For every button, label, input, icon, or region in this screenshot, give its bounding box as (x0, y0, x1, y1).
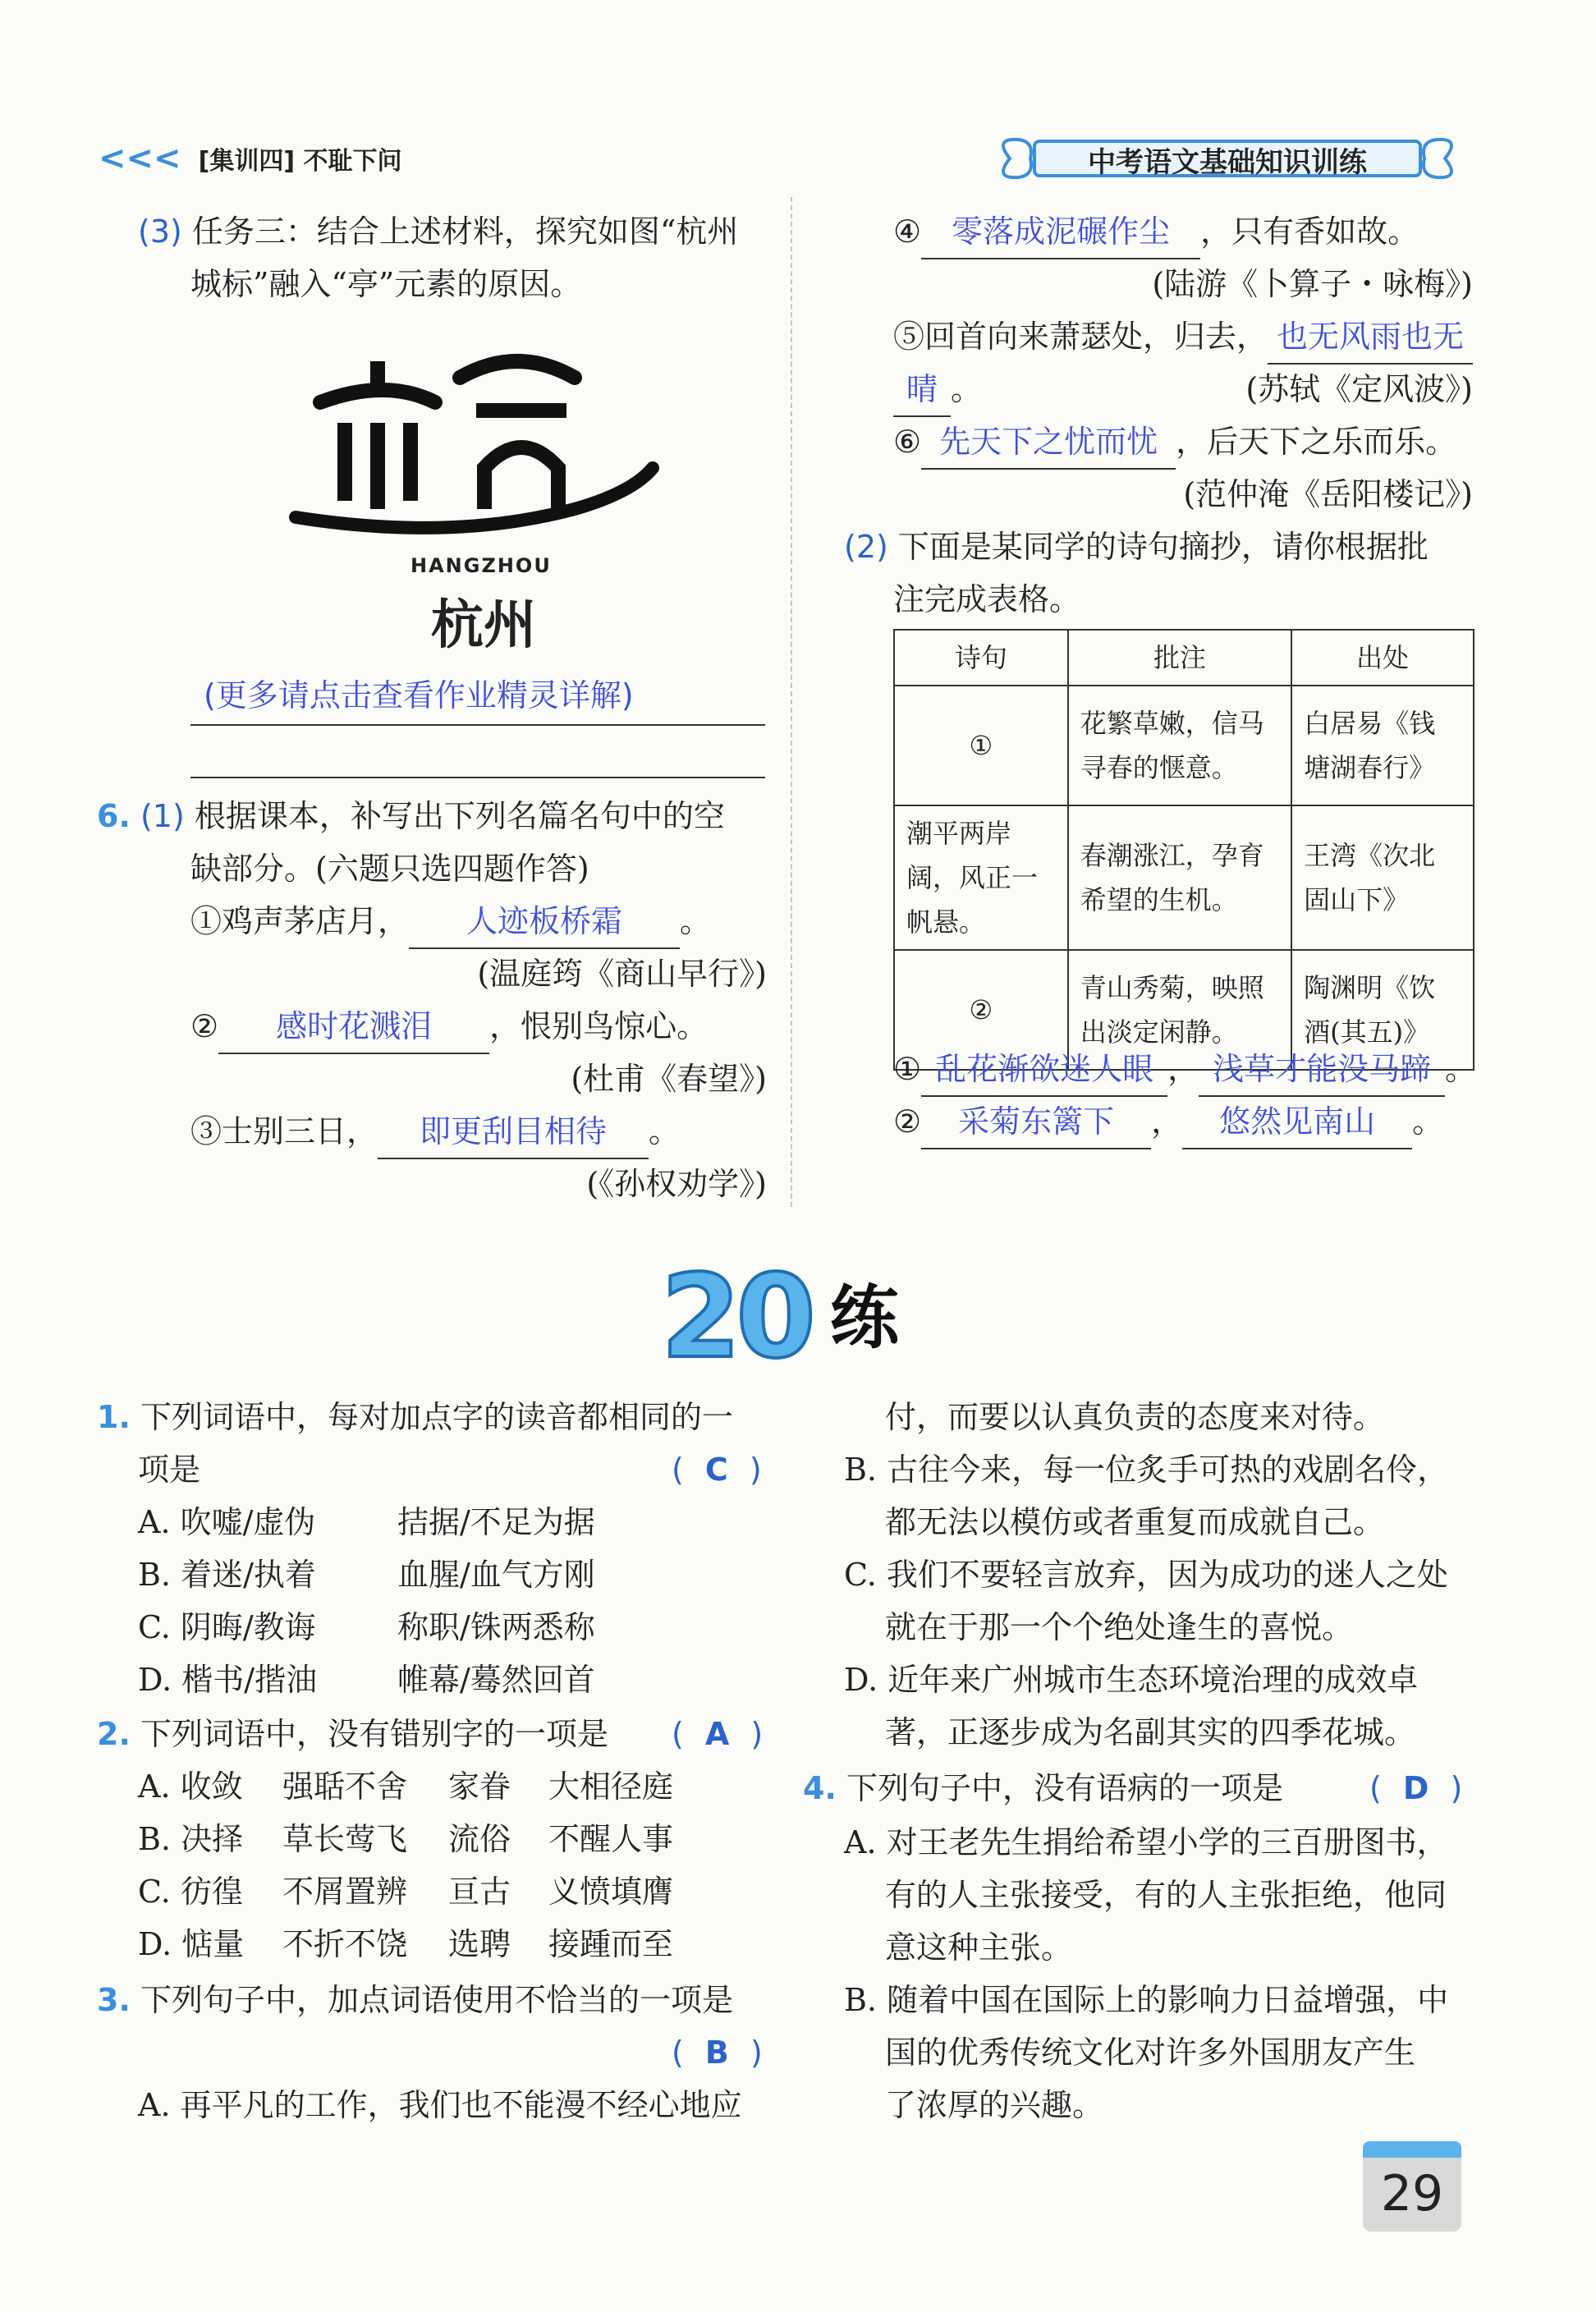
poem-item-1-pre: ①鸡声茅店月， (190, 903, 410, 939)
q2-option-b-4: 不醒人事 (548, 1821, 674, 1857)
table-header-cell: 出处 (1291, 630, 1474, 686)
q3-option-d-line2: 著，正逐步成为名副其实的四季花城。 (885, 1714, 1416, 1750)
poem-item-6-pre: ⑥ (893, 424, 922, 460)
table-cell: 花繁草嫩，信马寻春的惬意。 (1068, 686, 1291, 805)
poem-item-3-answer: 即更刮目相待 (378, 1105, 649, 1159)
q3-number: (3) (138, 213, 182, 250)
page-tab-stripe (1363, 2141, 1461, 2158)
q4-answer: D (1402, 1770, 1429, 1806)
q2-answer: A (704, 1716, 730, 1752)
q1-option-b (138, 1548, 595, 1601)
q3-option-b-line1: B. 古往今来，每一位炙手可热的戏剧名伶， (844, 1452, 1449, 1488)
table-answer-2-post: 。 (1412, 1103, 1444, 1140)
q2-option-c-4: 义愤填膺 (548, 1874, 674, 1910)
section-label: 练 (829, 1278, 899, 1358)
table-header-row (894, 630, 1474, 686)
q2-option-c-3: 亘古 (448, 1874, 511, 1910)
q2-option-a-4: 大相径庭 (548, 1768, 674, 1805)
q4-number: 4. (803, 1770, 837, 1806)
q2-option-d-4: 接踵而至 (548, 1926, 674, 1962)
q4-option-b-line3: 了浓厚的兴趣。 (885, 2087, 1104, 2123)
q2-stem (97, 1708, 608, 1760)
table-cell: 春潮涨江，孕育希望的生机。 (1068, 805, 1291, 950)
poem-item-1-source: (温庭筠《商山早行》) (477, 956, 767, 992)
q2-option-c-2: 不屑置辨 (282, 1874, 408, 1910)
q1-option-d-2: 帷幕/蓦然回首 (397, 1662, 595, 1698)
q1-line1 (97, 1391, 733, 1443)
q1-answer-bracket: ( C ) (672, 1452, 762, 1488)
q3-text-1: 任务三：结合上述材料，探究如图“杭州 (191, 213, 739, 250)
poem-item-2 (190, 1000, 708, 1054)
column-divider (791, 197, 792, 1207)
q3-option-c-line1: C. 我们不要轻言放弃，因为成功的迷人之处 (844, 1557, 1448, 1593)
q3-option-a-cont: 付，而要以认真负责的态度来对待。 (885, 1399, 1385, 1435)
q2-option-d-2: 不折不饶 (282, 1926, 408, 1962)
q6-line2: 缺部分。(六题只选四题作答) (190, 851, 589, 887)
q3-answer: B (704, 2034, 729, 2071)
q4-option-b-line1: B. 随着中国在国际上的影响力日益增强，中 (844, 1982, 1449, 2018)
table-row (894, 686, 1474, 805)
q6-line1 (97, 790, 725, 842)
q6-text-1: 根据课本，补写出下列名篇名句中的空 (194, 798, 725, 834)
q1-option-b-1: B. 着迷/执着 (138, 1557, 316, 1593)
poem-item-1 (190, 895, 711, 949)
table-row (894, 805, 1474, 950)
header-section-label: [集训四] 不耻下问 (198, 147, 402, 176)
table-cell: 王湾《次北固山下》 (1291, 805, 1474, 950)
q3-task-line2: 城标”融入“亭”元素的原因。 (190, 266, 582, 302)
section-title (661, 1250, 899, 1384)
table-answer-2-sep: ， (1151, 1103, 1183, 1140)
q6-2-line2: 注完成表格。 (893, 581, 1081, 617)
table-header-cell: 诗句 (894, 630, 1068, 686)
table-cell: ② (894, 950, 1068, 1070)
q3-task-line1 (138, 205, 738, 258)
table-cell: 白居易《钱塘湖春行》 (1291, 686, 1474, 805)
q1-option-c (138, 1601, 595, 1654)
q1-option-d (138, 1654, 595, 1706)
hangzhou-logo (287, 345, 673, 665)
q3b-number: 3. (97, 1982, 131, 2018)
table-header-cell: 批注 (1068, 630, 1291, 686)
poem-item-4-answer: 零落成泥碾作尘 (921, 205, 1200, 259)
q2-text: 下列词语中，没有错别字的一项是 (140, 1716, 608, 1752)
poem-item-2-pre: ② (190, 1008, 219, 1044)
q1-number: 1. (97, 1399, 131, 1435)
q6-2-line1 (844, 521, 1429, 573)
q3-stem (97, 1974, 733, 2026)
table-cell: ① (894, 686, 1068, 805)
answer-line-2 (190, 777, 765, 778)
q6-number: 6. (97, 798, 131, 834)
q6-2-number: (2) (844, 529, 888, 565)
poem-item-1-answer: 人迹板桥霜 (409, 895, 680, 949)
poem-item-3-source: (《孙权劝学》) (586, 1166, 767, 1202)
poem-item-1-post: 。 (680, 903, 712, 939)
q4-option-a-line1: A. 对王老先生捐给希望小学的三百册图书， (844, 1824, 1448, 1860)
q1-line2: 项是 (138, 1452, 201, 1488)
q6-2-text-1: 下面是某同学的诗句摘抄，请你根据批 (897, 529, 1429, 565)
header-left (99, 140, 402, 181)
q2-option-d-3: 选聘 (448, 1926, 511, 1962)
poem-item-4-source: (陆游《卜算子・咏梅》) (1152, 266, 1473, 302)
answer-line-1 (190, 724, 765, 726)
hangzhou-city-emblem-icon (287, 345, 673, 558)
table-cell: 陶渊明《饮酒(其五)》 (1291, 950, 1474, 1070)
poem-item-5-line2 (893, 363, 982, 417)
q2-number: 2. (97, 1716, 131, 1752)
q2-option-b-1: B. 决择 (138, 1821, 244, 1857)
poem-annotation-table (893, 629, 1474, 1071)
poem-item-5-line1 (893, 310, 1473, 365)
poem-item-6 (893, 415, 1456, 470)
poem-item-4-post: ，只有香如故。 (1200, 213, 1419, 250)
header-book-title: 中考语文基础知识训练 (1088, 146, 1367, 179)
poem-item-2-source: (杜甫《春望》) (571, 1061, 767, 1097)
poem-item-6-post: ，后天下之乐而乐。 (1176, 424, 1457, 460)
q3-option-b-line2: 都无法以模仿或者重复而成就自己。 (885, 1504, 1385, 1540)
table-answer-1-part-1: 乱花渐欲迷人眼 (921, 1043, 1167, 1097)
q2-option-a-1: A. 收敛 (138, 1768, 243, 1805)
q3-option-a: A. 再平凡的工作，我们也不能漫不经心地应 (138, 2087, 742, 2123)
poem-item-2-post: ，恨别鸟惊心。 (489, 1008, 709, 1044)
logo-english-text: HANGZHOU (410, 554, 552, 577)
poem-item-6-source: (范仲淹《岳阳楼记》) (1183, 476, 1473, 512)
q4-option-a-line3: 意这种主张。 (885, 1929, 1073, 1966)
poem-item-5-answer-2: 晴 (893, 363, 951, 417)
q2-answer-bracket: ( A ) (672, 1716, 764, 1752)
poem-item-5-source: (苏轼《定风波》) (1245, 371, 1473, 407)
q1-option-b-2: 血腥/血气方刚 (397, 1557, 595, 1593)
q3b-text: 下列句子中，加点词语使用不恰当的一项是 (140, 1982, 733, 2018)
poem-item-3-post: 。 (649, 1113, 681, 1149)
table-cell: 潮平两岸阔，风正一帆悬。 (894, 805, 1068, 950)
q1-option-a-2: 拮据/不足为据 (397, 1504, 595, 1540)
q4-stem (803, 1762, 1283, 1814)
q2-option-a (138, 1760, 673, 1813)
poem-item-6-answer: 先天下之忧而忧 (921, 415, 1176, 470)
header-arrows: <<< (99, 140, 181, 177)
q4-option-a-line2: 有的人主张接受，有的人主张拒绝，他同 (885, 1877, 1447, 1913)
poem-item-5-post: 。 (951, 371, 983, 407)
q2-option-c-1: C. 彷徨 (138, 1874, 243, 1910)
q2-option-d (138, 1918, 673, 1970)
table-answer-1 (893, 1043, 1476, 1097)
q1-text-1: 下列词语中，每对加点字的读音都相同的一 (140, 1399, 733, 1435)
section-number: 20 (661, 1250, 811, 1384)
poem-item-2-answer: 感时花溅泪 (218, 1000, 489, 1054)
poem-item-3 (190, 1105, 680, 1159)
table-answer-2-part-2: 悠然见南山 (1182, 1095, 1412, 1149)
q4-text: 下列句子中，没有语病的一项是 (846, 1770, 1283, 1806)
q1-option-a-1: A. 吹嘘/虚伪 (138, 1504, 316, 1540)
table-answer-1-post: 。 (1445, 1051, 1477, 1087)
q1-option-c-2: 称职/铢两悉称 (397, 1609, 595, 1645)
poem-item-5-pre: ⑤回首向来萧瑟处，归去， (893, 319, 1268, 355)
q4-answer-bracket: ( D ) (1369, 1770, 1463, 1806)
table-answer-1-part-2: 浅草才能没马蹄 (1199, 1043, 1445, 1097)
q2-option-d-1: D. 惦量 (138, 1926, 245, 1962)
table-answer-2-pre: ② (893, 1103, 922, 1140)
q6-sub-number: (1) (140, 798, 185, 834)
q4-option-b-line2: 国的优秀传统文化对许多外国朋友产生 (885, 2034, 1416, 2071)
page-number-tab (1363, 2141, 1461, 2232)
page-number: 29 (1380, 2165, 1444, 2223)
q2-option-c (138, 1865, 673, 1918)
more-details-link[interactable]: (更多请点击查看作业精灵详解) (204, 677, 634, 713)
q3-option-d-line1: D. 近年来广州城市生态环境治理的成效卓 (844, 1662, 1419, 1698)
table-answer-2-part-1: 采菊东篱下 (921, 1095, 1151, 1149)
table-answer-1-sep: ， (1167, 1051, 1199, 1087)
q2-option-b (138, 1813, 673, 1865)
poem-item-4-pre: ④ (893, 213, 922, 250)
q2-option-a-2: 强聒不舍 (282, 1768, 408, 1805)
poem-item-4 (893, 205, 1419, 259)
header-right-banner (985, 130, 1470, 187)
table-answer-2 (893, 1095, 1443, 1149)
table-answer-1-pre: ① (893, 1051, 922, 1087)
logo-chinese-text: 杭州 (431, 595, 536, 656)
q1-option-d-1: D. 楷书/揩油 (138, 1662, 318, 1698)
q1-answer: C (704, 1452, 728, 1488)
q2-option-a-3: 家眷 (448, 1768, 511, 1805)
q3-answer-bracket: ( B ) (672, 2034, 763, 2071)
poem-item-5-answer-1: 也无风雨也无 (1268, 310, 1473, 365)
q1-option-c-1: C. 阴晦/教诲 (138, 1609, 316, 1645)
table-cell: 青山秀菊，映照出淡定闲静。 (1068, 950, 1291, 1070)
q1-option-a (138, 1496, 595, 1548)
q3-option-c-line2: 就在于那一个个绝处逢生的喜悦。 (885, 1609, 1354, 1645)
q2-option-b-2: 草长莺飞 (282, 1821, 408, 1857)
poem-item-3-pre: ③士别三日， (190, 1113, 378, 1149)
q2-option-b-3: 流俗 (448, 1821, 511, 1857)
